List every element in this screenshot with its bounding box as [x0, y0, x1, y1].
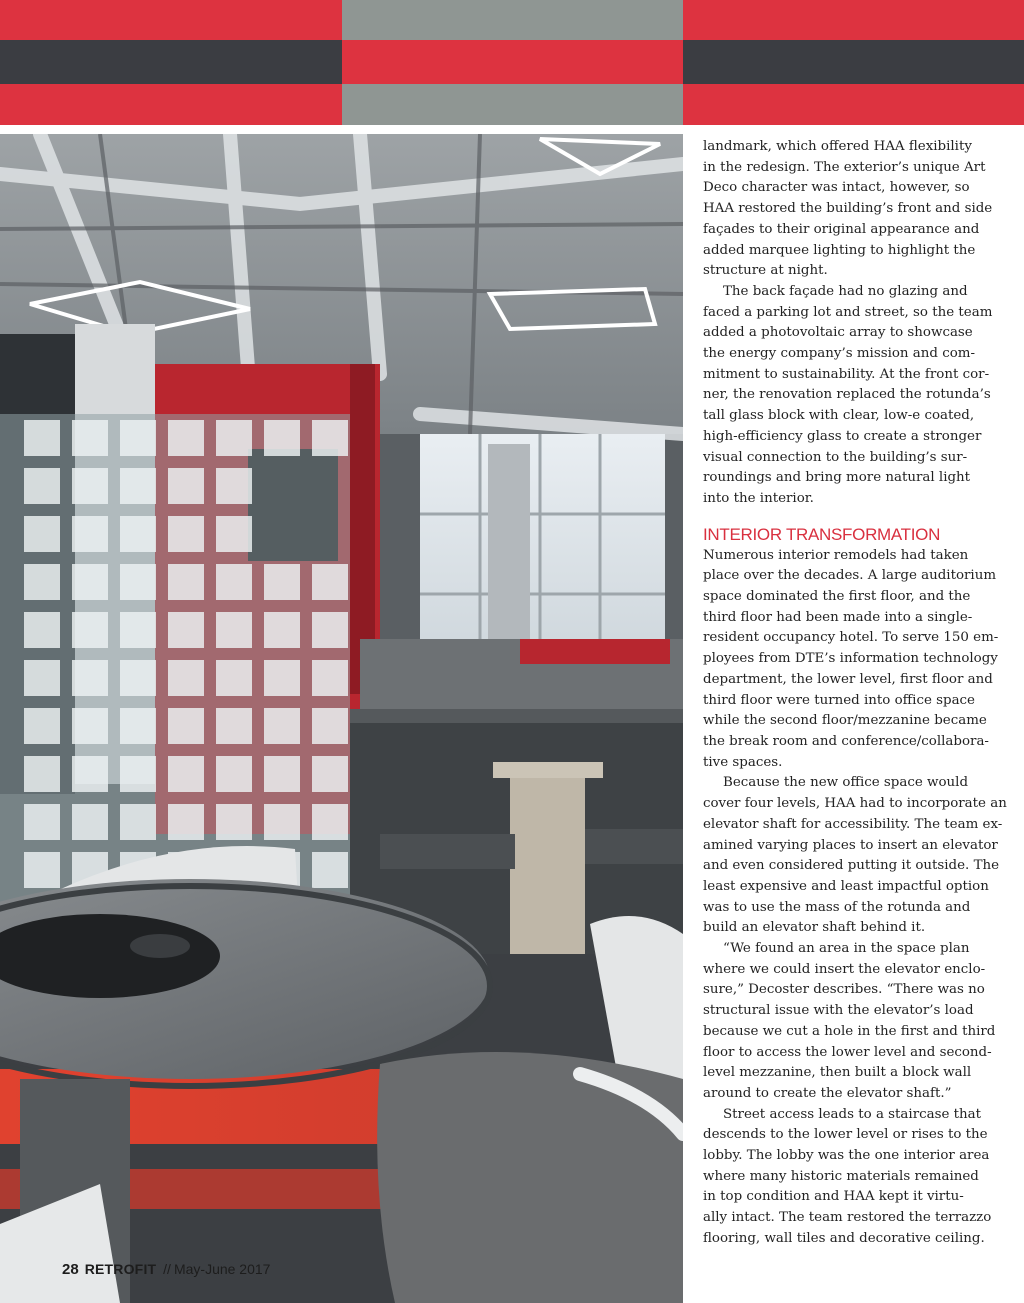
- text-line: Street access leads to a staircase that: [723, 1106, 982, 1122]
- text-line: into the interior.: [703, 490, 814, 506]
- issue-date: May-June 2017: [173, 1261, 271, 1277]
- band-red-left-top: [0, 0, 342, 40]
- text-line: The back façade had no glazing and: [723, 283, 968, 299]
- text-line: while the second floor/mezzanine became: [703, 713, 987, 729]
- text-line: space dominated the first floor, and the: [703, 589, 971, 605]
- text-line: the break room and conference/collabora-: [703, 733, 989, 749]
- text-line: where we could insert the elevator enclo-: [703, 961, 986, 977]
- text-line: third floor were turned into office space: [703, 692, 975, 708]
- cubicle-red: [520, 639, 670, 664]
- text-line: structural issue with the elevator’s load: [703, 1003, 974, 1019]
- desk-top: [350, 709, 683, 723]
- photo-illustration: [0, 134, 683, 1303]
- text-line: ner, the renovation replaced the rotunda’s: [703, 387, 991, 403]
- text-line: floor to access the lower level and second-: [703, 1044, 992, 1060]
- text-line: level mezzanine, then built a block wall: [703, 1065, 972, 1081]
- text-line: visual connection to the building’s sur-: [703, 449, 968, 465]
- band-gray-center-top: [342, 0, 683, 40]
- text-line: where many historic materials remained: [703, 1168, 979, 1184]
- text-line: ployees from DTE’s information technology: [703, 651, 998, 667]
- paragraph-4: [703, 773, 1007, 939]
- office-interior-photo: [0, 134, 683, 1303]
- text-line: added a photovoltaic array to showcase: [703, 325, 973, 341]
- band-gray-center-bottom: [342, 84, 683, 125]
- text-line: HAA restored the building’s front and side: [703, 201, 993, 217]
- article-column: [703, 137, 1007, 1250]
- band-red-right-bottom: [683, 84, 1024, 125]
- paragraph-2: [703, 282, 993, 510]
- bench-left: [380, 834, 515, 869]
- band-red-center: [342, 40, 683, 84]
- text-line: was to use the mass of the rotunda and: [703, 899, 971, 915]
- text-line: build an elevator shaft behind it.: [703, 920, 926, 936]
- paragraph-1: [703, 137, 993, 282]
- text-line: least expensive and least impactful option: [703, 878, 989, 894]
- text-line: added marquee lighting to highlight the: [703, 242, 976, 258]
- text-line: cover four levels, HAA had to incorporate an: [703, 796, 1007, 812]
- text-line: ally intact. The team restored the terrazzo: [703, 1210, 992, 1226]
- page-number: 28: [62, 1261, 79, 1278]
- text-line: elevator shaft for accessibility. The team ex-: [703, 816, 1003, 832]
- text-line: department, the lower level, first floor and: [703, 671, 993, 687]
- text-line: tive spaces.: [703, 754, 783, 770]
- text-line: faced a parking lot and street, so the team: [703, 304, 993, 320]
- text-line: “We found an area in the space plan: [723, 941, 970, 957]
- text-line: third floor had been made into a single-: [703, 609, 973, 625]
- paragraph-6: [703, 1105, 992, 1250]
- text-line: in the redesign. The exterior’s unique Art: [703, 159, 986, 175]
- text-line: around to create the elevator shaft.”: [703, 1085, 952, 1101]
- text-line: high-efficiency glass to create a stronger: [703, 428, 982, 444]
- text-line: façades to their original appearance and: [703, 221, 980, 237]
- text-line: amined varying places to insert an elevator: [703, 837, 998, 853]
- text-line: Numerous interior remodels had taken: [703, 547, 969, 563]
- text-line: resident occupancy hotel. To serve 150 em-: [703, 630, 999, 646]
- text-line: structure at night.: [703, 263, 828, 279]
- folio-separator: //: [163, 1261, 171, 1277]
- text-line: mitment to sustainability. At the front cor-: [703, 366, 990, 382]
- text-line: Deco character was intact, however, so: [703, 180, 970, 196]
- text-line: flooring, wall tiles and decorative ceiling.: [703, 1230, 985, 1246]
- bench-right: [585, 829, 683, 864]
- pedestal-cap: [493, 762, 603, 778]
- text-line: place over the decades. A large auditorium: [703, 568, 997, 584]
- text-line: Because the new office space would: [723, 775, 969, 791]
- text-line: roundings and bring more natural light: [703, 470, 971, 486]
- text-line: sure,” Decoster describes. “There was no: [703, 982, 985, 998]
- text-line: in top condition and HAA kept it virtu-: [703, 1189, 964, 1205]
- text-line: landmark, which offered HAA flexibility: [703, 139, 972, 154]
- paragraph-3: [703, 546, 999, 774]
- text-line: descends to the lower level or rises to the: [703, 1127, 988, 1143]
- phone-keypad: [130, 934, 190, 958]
- text-line: because we cut a hole in the first and third: [703, 1023, 996, 1039]
- magazine-name: RETROFIT: [84, 1261, 157, 1277]
- text-line: the energy company’s mission and com-: [703, 346, 976, 362]
- text-line: tall glass block with clear, low-e coated,: [703, 408, 975, 424]
- paragraph-5: [703, 939, 996, 1105]
- band-charcoal-right: [683, 40, 1024, 84]
- band-charcoal-left: [0, 40, 342, 84]
- text-line: lobby. The lobby was the one interior area: [703, 1148, 990, 1164]
- page-folio: [62, 1261, 270, 1278]
- band-red-left-bottom: [0, 84, 342, 125]
- header-color-band: [0, 0, 1024, 125]
- section-heading: INTERIOR TRANSFORMATION: [703, 524, 941, 544]
- band-red-right-top: [683, 0, 1024, 40]
- text-line: and even considered putting it outside. The: [703, 858, 1000, 874]
